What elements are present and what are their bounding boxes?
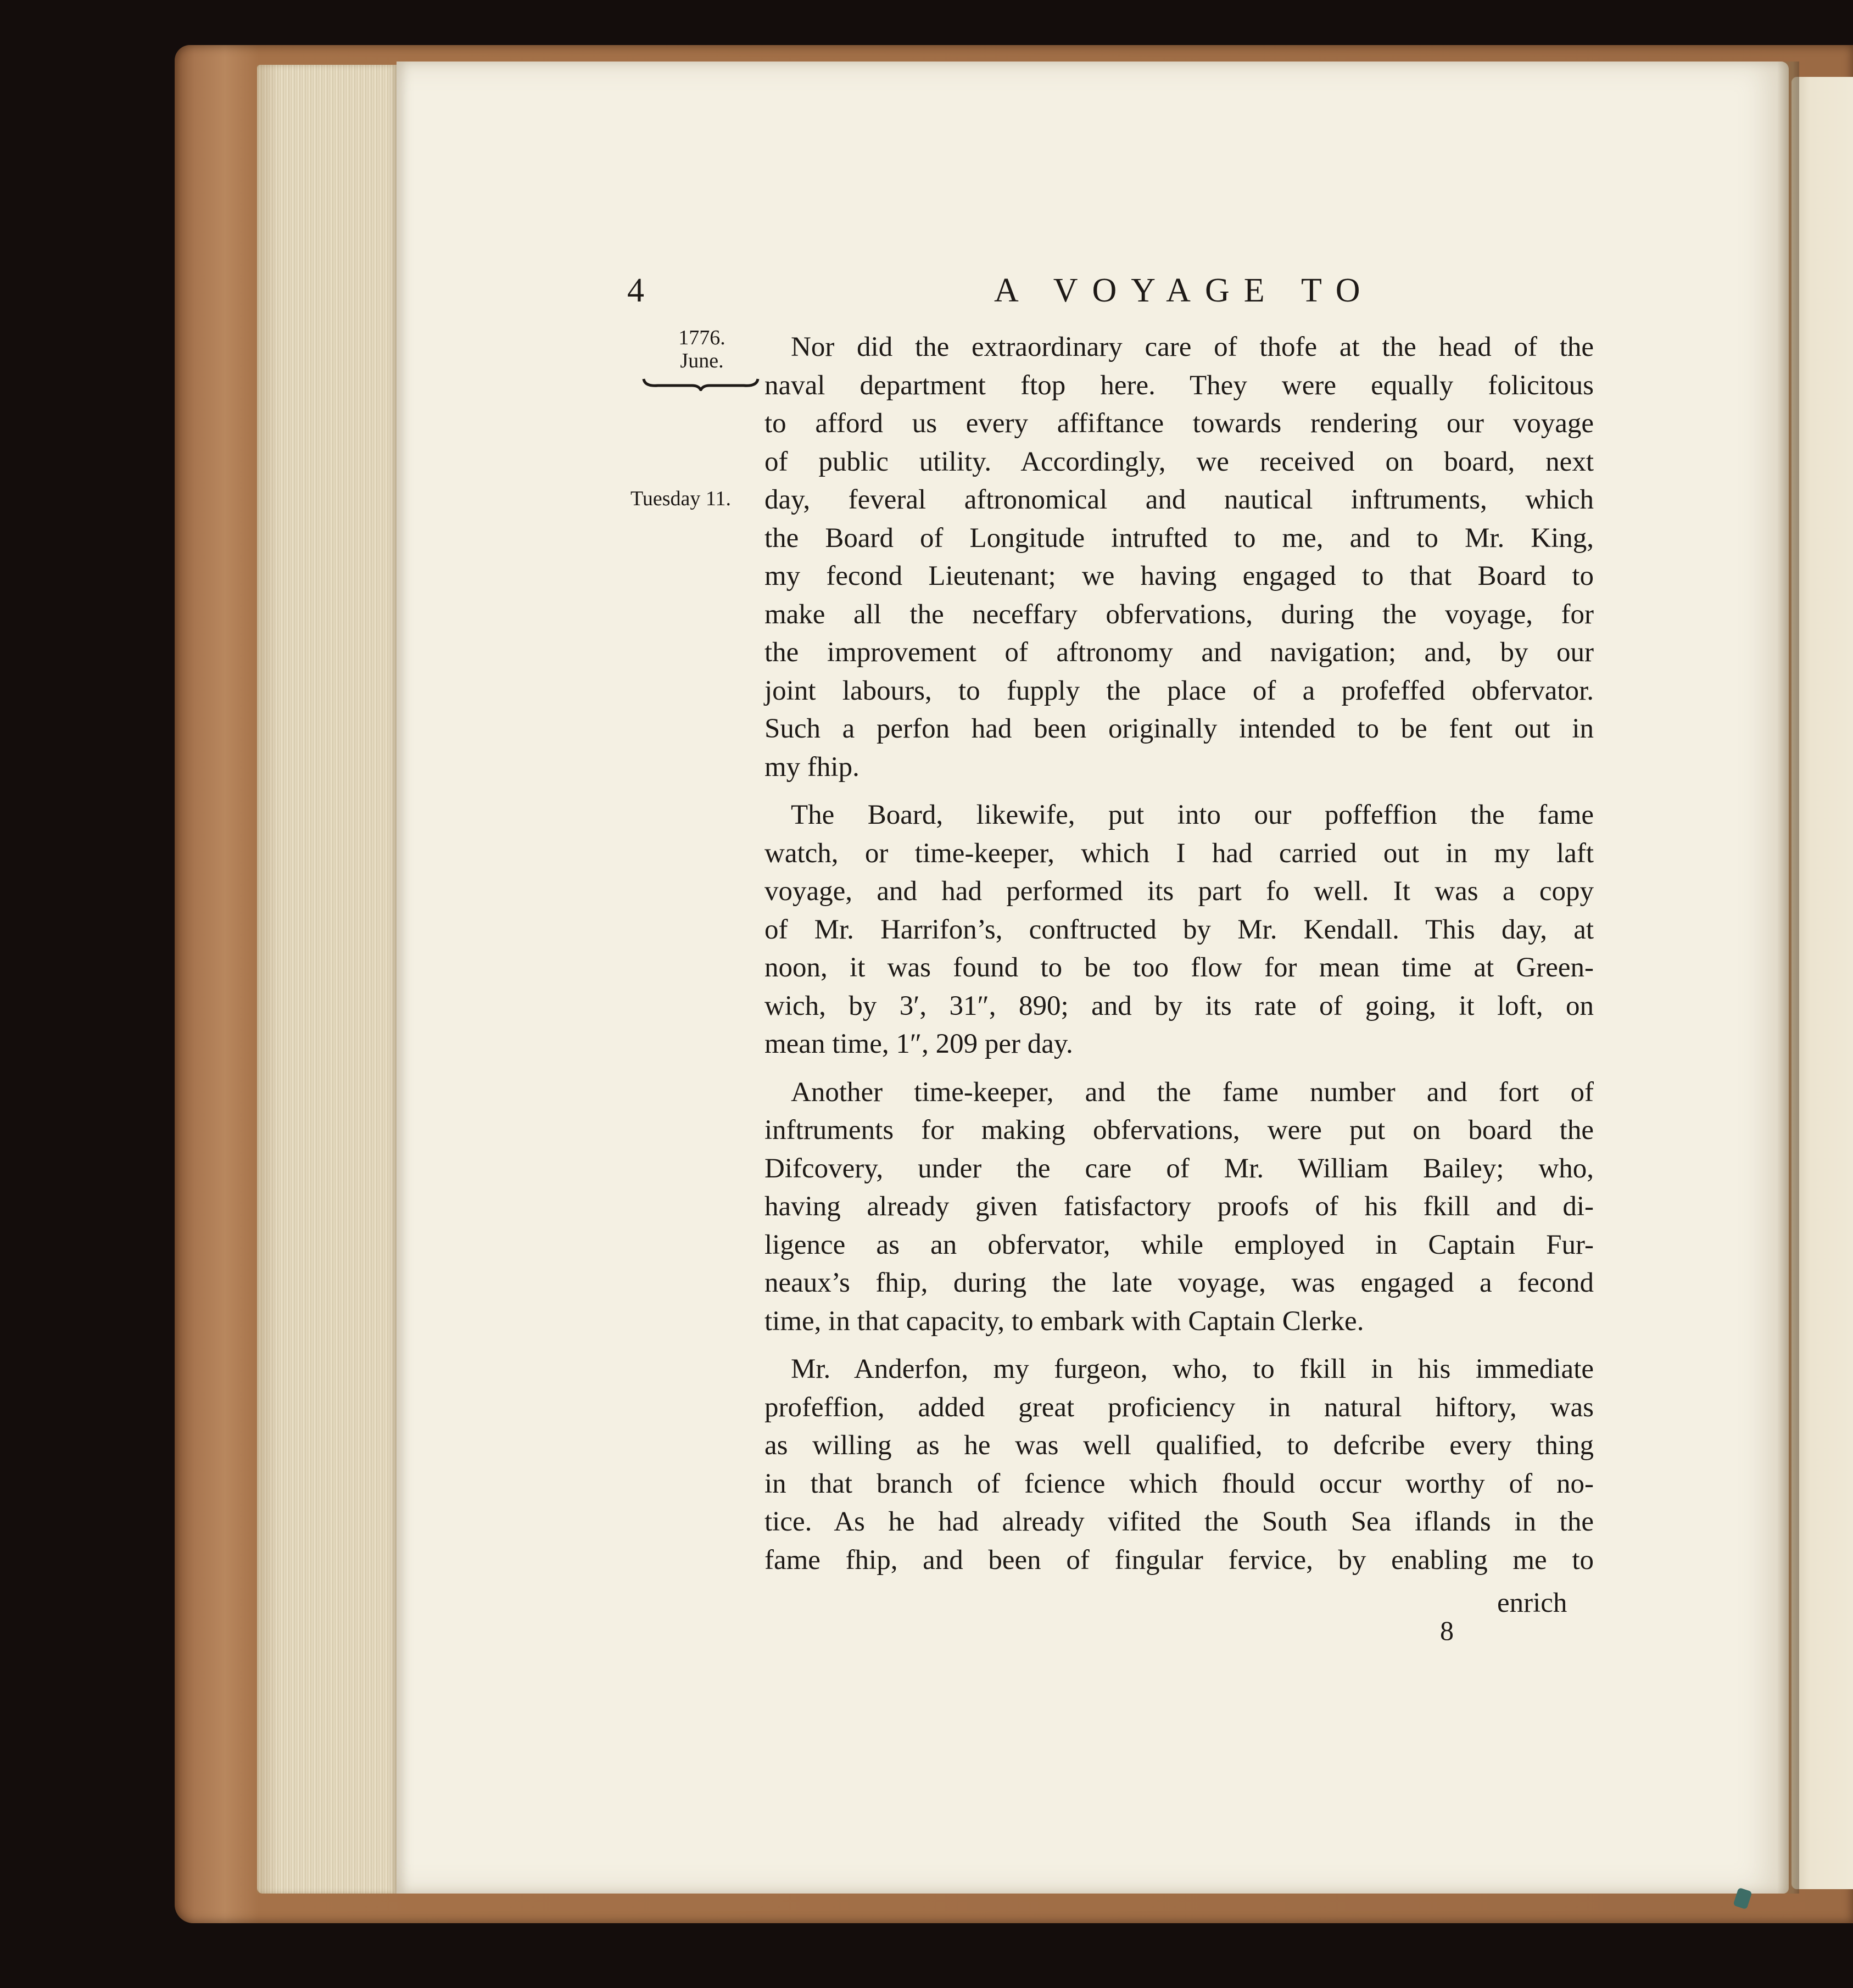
text-line: the improvement of aftronomy and navigation; and, by our xyxy=(764,637,1594,668)
text-line: mean time, 1″, 209 per day. xyxy=(764,1029,1073,1059)
running-head: A VOYAGE TO xyxy=(994,272,1375,309)
text-line: my fecond Lieutenant; we having engaged to that Board to xyxy=(764,561,1594,591)
margin-brace-icon xyxy=(641,377,760,391)
text-line: day, feveral aftronomical and nautical inftruments, which xyxy=(764,484,1594,515)
page-stack-shadow xyxy=(257,65,279,1894)
text-line: wich, by 3′, 31″, 890; and by its rate of going, it loft, on xyxy=(764,990,1594,1021)
margin-note-date: Tuesday 11. xyxy=(630,487,731,510)
text-line: to afford us every affiftance towards rendering our voyage xyxy=(764,408,1594,439)
text-line: Mr. Anderfon, my furgeon, who, to fkill in his immediate xyxy=(791,1354,1594,1384)
page-number: 4 xyxy=(627,272,644,309)
body-text xyxy=(764,328,1594,1579)
text-line: tice. As he had already vifited the South Sea iflands in the xyxy=(764,1506,1594,1537)
text-line: the Board of Longitude intrufted to me, and to Mr. King, xyxy=(764,522,1594,554)
text-line: fame fhip, and been of fingular fervice, by enabling me to xyxy=(764,1544,1594,1576)
paragraph-gap xyxy=(764,1064,1594,1074)
margin-note-year-month xyxy=(669,326,735,372)
text-line: watch, or time-keeper, which I had carried out in my laft xyxy=(764,837,1594,869)
text-line: as willing as he was well qualified, to defcribe every thing xyxy=(764,1430,1594,1461)
paragraph-gap xyxy=(764,1341,1594,1350)
text-line: inftruments for making obfervations, were put on board the xyxy=(764,1115,1594,1146)
text-line: my fhip. xyxy=(764,751,859,783)
text-line: profeffion, added great proficiency in natural hiftory, was xyxy=(764,1392,1594,1423)
catchword: enrich xyxy=(1497,1588,1567,1618)
page-gutter xyxy=(1777,62,1799,1894)
text-line: make all the neceffary obfervations, during the voyage, for xyxy=(764,599,1594,630)
paragraph-gap xyxy=(764,786,1594,796)
margin-note-year: 1776. xyxy=(678,326,725,349)
text-line: having already given fatisfactory proofs of his fkill and di- xyxy=(764,1191,1594,1222)
text-line: The Board, likewife, put into our poffeffion the fame xyxy=(791,800,1594,830)
margin-note-month: June. xyxy=(680,349,724,372)
text-line: ligence as an obfervator, while employed in Captain Fur- xyxy=(764,1229,1594,1260)
text-line: of public utility. Accordingly, we received on board, next xyxy=(764,446,1594,477)
text-line: noon, it was found to be too flow for mean time at Green- xyxy=(764,952,1594,983)
text-line: time, in that capacity, to embark with Captain Clerke. xyxy=(764,1305,1364,1337)
text-line: voyage, and had performed its part fo well. It was a copy xyxy=(764,876,1594,907)
text-line: Such a perfon had been originally intended to be fent out in xyxy=(764,713,1594,744)
text-line: neaux’s fhip, during the late voyage, was engaged a fecond xyxy=(764,1267,1594,1298)
facing-page-edge xyxy=(1791,77,1853,1889)
text-line: of Mr. Harrifon’s, conftructed by Mr. Kendall. This day, at xyxy=(764,914,1594,945)
text-line: in that branch of fcience which fhould occur worthy of no- xyxy=(764,1468,1594,1499)
text-line: naval department ftop here. They were equally folicitous xyxy=(764,370,1594,401)
signature-mark: 8 xyxy=(1440,1615,1454,1646)
text-line: Difcovery, under the care of Mr. William Bailey; who, xyxy=(764,1153,1594,1184)
text-line: joint labours, to fupply the place of a profeffed obfervator. xyxy=(764,675,1594,706)
text-line: Nor did the extraordinary care of thofe at the head of the xyxy=(791,332,1594,362)
text-line: Another time-keeper, and the fame number and fort of xyxy=(791,1076,1594,1108)
